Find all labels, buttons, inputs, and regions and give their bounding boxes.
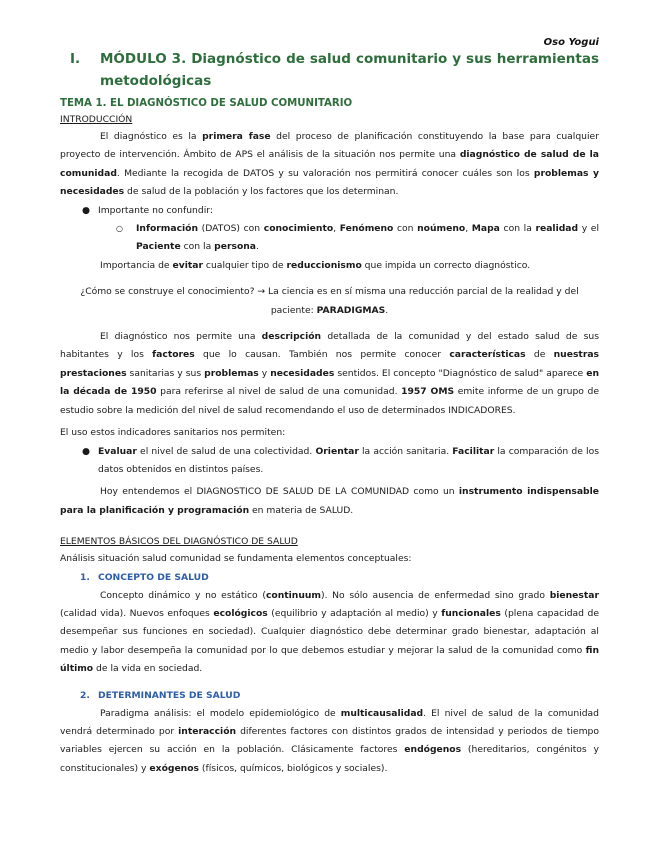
bold-run: en la década de 1950 <box>60 367 599 398</box>
bold-run: problemas y necesidades <box>60 167 599 198</box>
text-run: emite informe de un grupo de estudio sobre la medición del nivel de salud recomendando el uso de determinados INDICADORES. <box>60 386 599 416</box>
text-run: de <box>525 349 554 361</box>
bold-run: instrumento indispensable para la planificación y programación <box>60 486 599 516</box>
text-run: Paradigma análisis: el modelo epidemiológico de <box>100 707 341 719</box>
author-name: Oso Yogui <box>543 37 599 48</box>
bold-run: evitar <box>172 259 204 271</box>
section-heading-introduccion: INTRODUCCIÓN <box>60 114 133 125</box>
text-run: con la <box>180 241 215 253</box>
text-run: . <box>385 304 389 316</box>
text-run: con la <box>499 223 536 235</box>
text-run: sanitarias y sus <box>126 367 205 379</box>
text-run: con <box>393 223 418 235</box>
text-run: . Mediante la recogida de DATOS y su valoración nos permitirá conocer cuáles son los <box>116 167 534 179</box>
text-run: cualquier tipo de <box>203 259 287 271</box>
circle-bullet-marker: ○ <box>116 224 123 234</box>
determinantes-paragraph <box>60 705 599 779</box>
text-run: (DATOS) con <box>198 223 264 235</box>
indicadores-intro: El uso estos indicadores sanitarios nos permiten: <box>60 427 286 439</box>
module-heading <box>60 48 599 92</box>
bold-run: factores <box>152 349 195 361</box>
bold-run: PARADIGMAS <box>316 304 386 316</box>
bullet-item <box>60 202 599 220</box>
bold-run: noúmeno <box>417 223 466 235</box>
bold-run: Orientar <box>315 445 359 457</box>
bold-run: necesidades <box>270 367 335 379</box>
item-number: 2. <box>80 689 90 701</box>
intro-paragraph-2 <box>60 328 599 420</box>
bullet-text: Importante no confundir: <box>98 204 213 216</box>
intro-paragraph-3 <box>60 483 599 520</box>
text-run: la acción sanitaria. <box>358 445 453 457</box>
text-run: (equilibrio y adaptación al medio) y <box>267 607 442 619</box>
section-heading-elementos: ELEMENTOS BÁSICOS DEL DIAGNÓSTICO DE SALUD <box>60 536 298 548</box>
bold-run: nuestras prestaciones <box>60 349 600 379</box>
bullet-marker: ● <box>82 445 91 457</box>
bold-run: Fenómeno <box>339 223 394 235</box>
text-run: (físicos, químicos, biológicos y sociales). <box>199 762 388 774</box>
bullet-text <box>98 443 599 480</box>
bold-run: Facilitar <box>452 445 495 457</box>
sub-bullet-text <box>136 220 599 257</box>
bold-run: exógenos <box>149 762 200 774</box>
bold-run: descripción <box>261 331 322 343</box>
text-run: y el <box>578 223 599 235</box>
text-run: ). No sólo ausencia de enfermedad sino grado <box>320 589 550 601</box>
bullet-marker: ● <box>82 204 91 216</box>
text-run: Importancia de <box>100 259 173 271</box>
bold-run: Paciente <box>136 241 181 253</box>
module-title: MÓDULO 3. Diagnóstico de salud comunitario y sus herramientas metodológicas <box>100 51 599 89</box>
text-run: sentidos. El concepto "Diagnóstico de salud" aparece <box>334 367 587 379</box>
bold-run: Mapa <box>471 223 500 235</box>
bold-run: bienestar <box>549 589 600 601</box>
item-number: 1. <box>80 571 90 583</box>
text-run: Hoy entendemos el DIAGNOSTICO DE SALUD DE LA COMUNIDAD como un <box>100 486 459 498</box>
importancia-text <box>60 257 599 275</box>
bold-run: ecológicos <box>213 607 268 619</box>
bold-run: características <box>449 349 526 361</box>
text-run: diferentes factores con distintos grados de intensidad y periodos de tiempo variables ejercen su acción en la población. Clásicamente factores <box>60 725 599 756</box>
topic-heading: TEMA 1. EL DIAGNÓSTICO DE SALUD COMUNITARIO <box>60 98 353 109</box>
sub-bullet-item <box>60 220 599 257</box>
concepto-salud-paragraph <box>60 587 599 679</box>
bold-run: continuum <box>265 589 321 601</box>
bold-run: problemas <box>204 367 259 379</box>
text-run: detallada de la comunidad y del estado salud de sus habitantes y los <box>60 331 599 361</box>
bold-run: realidad <box>535 223 579 235</box>
question-paradigmas <box>60 283 599 320</box>
item-title: CONCEPTO DE SALUD <box>98 571 209 583</box>
bold-run: conocimiento <box>263 223 334 235</box>
bold-run: diagnóstico de salud de la comunidad <box>60 149 599 179</box>
text-run: la comparación de los datos obtenidos en distintos países. <box>98 445 599 475</box>
bold-run: primera fase <box>202 131 271 142</box>
text-run: . El nivel de salud de la comunidad vendrá determinado por <box>60 707 599 737</box>
text-run: (plena capacidad de desempeñar sus funciones en sociedad). Cualquier diagnóstico debe determinar grado bienestar, adaptación al medio y labor desempeña la comunidad por lo que debemos estudiar y mejorar la salud de la comunidad como <box>60 607 600 656</box>
text-run: (hereditarios, congénitos y constitucionales) y <box>60 744 599 774</box>
text-run: ¿Cómo se construye el conocimiento? → La ciencia es en sí misma una reducción parcial de la realidad y del paciente: <box>80 286 579 316</box>
bold-run: reduccionismo <box>286 259 362 271</box>
text-run: y <box>258 367 271 379</box>
text-run: de la vida en sociedad. <box>93 663 203 675</box>
text-run: que lo causan. También nos permite conocer <box>194 349 450 361</box>
text-run: El diagnóstico nos permite una <box>100 331 262 343</box>
bullet-item <box>60 443 599 480</box>
text-run: en materia de SALUD. <box>249 504 354 516</box>
bold-run: Información <box>136 223 199 235</box>
bold-run: endógenos <box>404 744 462 756</box>
bold-run: funcionales <box>441 607 501 619</box>
bold-run: interacción <box>178 725 237 737</box>
bold-run: multicausalidad <box>340 707 424 719</box>
text-run: (calidad vida). Nuevos enfoques <box>60 607 214 619</box>
text-run: del proceso de planificación constituyendo la base para cualquier proyecto de intervención. Ámbito de APS el análisis de la situación nos permite una <box>60 131 599 161</box>
elementos-intro: Análisis situación salud comunidad se fundamenta elementos conceptuales: <box>60 553 412 565</box>
text-run: que impida un correcto diagnóstico. <box>361 259 531 271</box>
bold-run: fin último <box>60 644 599 675</box>
text-run: el nivel de salud de una colectividad. <box>136 445 316 457</box>
numbered-heading-2 <box>60 687 599 705</box>
text-run: de salud de la población y los factores que los determinan. <box>124 186 399 198</box>
text-run: . <box>256 241 259 253</box>
bold-run: 1957 OMS <box>401 386 455 398</box>
bold-run: Evaluar <box>98 445 137 457</box>
numbered-heading-1 <box>60 569 599 587</box>
text-run: Concepto dinámico y no estático ( <box>100 589 266 601</box>
text-run: para referirse al nivel de salud de una comunidad. <box>156 386 402 398</box>
intro-paragraph-1 <box>60 128 599 202</box>
bold-run: persona <box>214 241 257 253</box>
module-number: I. <box>70 51 81 67</box>
text-run: , <box>333 223 340 235</box>
text-run: El diagnóstico es la <box>100 131 203 142</box>
item-title: DETERMINANTES DE SALUD <box>98 689 241 701</box>
text-run: , <box>465 223 472 235</box>
